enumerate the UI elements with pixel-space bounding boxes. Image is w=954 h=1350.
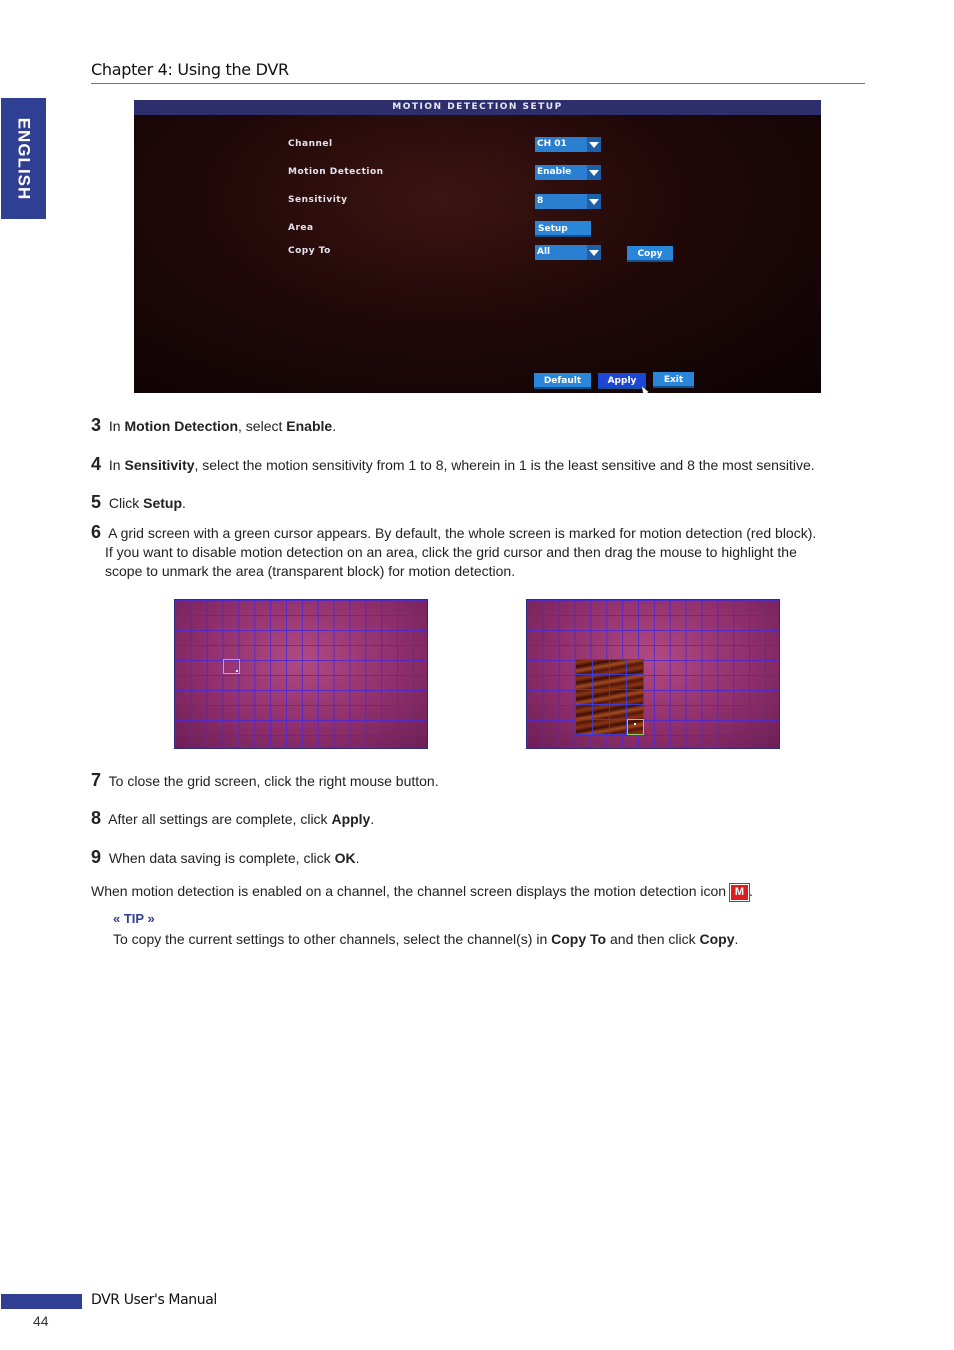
chapter-title: Chapter 4: Using the DVR — [91, 60, 289, 79]
channel-label: Channel — [288, 139, 333, 149]
motion-icon-note — [91, 882, 753, 901]
copy-to-select[interactable] — [535, 245, 601, 260]
tip-text-part: To copy the current settings to other channels, select the channel(s) in — [113, 931, 552, 947]
tip-label: « TIP » — [113, 911, 155, 926]
grid-screen-default-image — [174, 599, 428, 749]
step-text: To close the grid screen, click the right mouse button. — [105, 773, 439, 789]
tip-emphasis: Copy To — [551, 931, 607, 947]
step-text-continued: If you want to disable motion detection on an area, click the grid cursor and then drag the mouse to highlight the — [105, 544, 797, 560]
footer-title: DVR User's Manual — [91, 1292, 217, 1308]
copy-to-label: Copy To — [288, 246, 331, 256]
motion-detection-select-value: Enable — [537, 167, 572, 177]
step-text-continued: scope to unmark the area (transparent block) for motion detection. — [105, 563, 516, 579]
step-emphasis: Setup — [143, 495, 183, 511]
step-number: 7 — [91, 770, 102, 790]
channel-select-value: CH 01 — [537, 139, 567, 149]
copy-to-select-value: All — [537, 247, 551, 257]
step-emphasis: OK — [334, 850, 356, 866]
step-number: 6 — [91, 522, 102, 542]
step-emphasis: Sensitivity — [124, 457, 195, 473]
page-number: 44 — [33, 1313, 49, 1329]
step-3 — [91, 416, 861, 436]
step-7 — [91, 771, 861, 791]
footer-accent-bar — [1, 1294, 82, 1309]
dvr-motion-setup-screenshot — [134, 100, 821, 393]
exit-button[interactable]: Exit — [653, 372, 694, 388]
step-emphasis: Enable — [286, 418, 333, 434]
motion-detection-label: Motion Detection — [288, 167, 384, 177]
dvr-screen-title: MOTION DETECTION SETUP — [392, 102, 563, 112]
language-tab-label: ENGLISH — [14, 117, 34, 200]
sensitivity-label: Sensitivity — [288, 195, 348, 205]
step-text: When data saving is complete, click — [105, 850, 335, 866]
sensitivity-select[interactable] — [535, 194, 601, 209]
language-tab — [1, 98, 46, 219]
step-text: . — [370, 811, 375, 827]
step-5 — [91, 493, 861, 513]
channel-select[interactable] — [535, 137, 601, 152]
step-text: In — [105, 457, 125, 473]
step-text: , select the motion sensitivity from 1 to 8, wherein in 1 is the least sensitive and 8 the most sensitive. — [194, 457, 815, 473]
apply-button[interactable]: Apply — [598, 373, 646, 389]
tip-text-part: . — [734, 931, 739, 947]
note-text: When motion detection is enabled on a channel, the channel screen displays the motion detection icon — [91, 883, 730, 899]
green-grid-cursor — [627, 719, 644, 735]
note-text: . — [748, 883, 753, 899]
mouse-pointer-icon — [639, 385, 648, 395]
step-number: 4 — [91, 454, 102, 474]
area-setup-button[interactable]: Setup — [535, 221, 591, 237]
mouse-pointer-icon — [634, 723, 636, 725]
chevron-down-icon — [587, 245, 601, 260]
step-6 — [91, 523, 861, 581]
step-number: 3 — [91, 415, 102, 435]
chevron-down-icon — [587, 165, 601, 180]
grid-screen-unmarked-image — [526, 599, 780, 749]
step-text: In — [105, 418, 125, 434]
step-number: 9 — [91, 847, 102, 867]
chevron-down-icon — [587, 194, 601, 209]
step-text: . — [182, 495, 186, 511]
area-label: Area — [288, 223, 314, 233]
step-text: After all settings are complete, click — [105, 811, 332, 827]
sensitivity-select-value: 8 — [537, 196, 544, 206]
motion-detection-icon: M — [730, 884, 749, 901]
motion-detection-select[interactable] — [535, 165, 601, 180]
default-button[interactable]: Default — [534, 373, 591, 389]
step-emphasis: Motion Detection — [124, 418, 239, 434]
step-text: A grid screen with a green cursor appears. By default, the whole screen is marked for motion detection (red block). — [105, 525, 817, 541]
tip-emphasis: Copy — [699, 931, 735, 947]
chevron-down-icon — [587, 137, 601, 152]
step-text: , select — [238, 418, 287, 434]
step-number: 5 — [91, 492, 102, 512]
step-text: . — [332, 418, 337, 434]
step-4 — [91, 455, 861, 475]
tip-text-part: and then click — [606, 931, 700, 947]
step-text: . — [355, 850, 360, 866]
step-8 — [91, 809, 861, 829]
step-emphasis: Apply — [331, 811, 371, 827]
header-divider — [91, 83, 865, 84]
step-number: 8 — [91, 808, 102, 828]
copy-button[interactable]: Copy — [627, 246, 673, 262]
mouse-pointer-icon — [236, 670, 238, 672]
step-9 — [91, 848, 861, 868]
tip-text — [113, 930, 738, 949]
step-text: Click — [105, 495, 144, 511]
